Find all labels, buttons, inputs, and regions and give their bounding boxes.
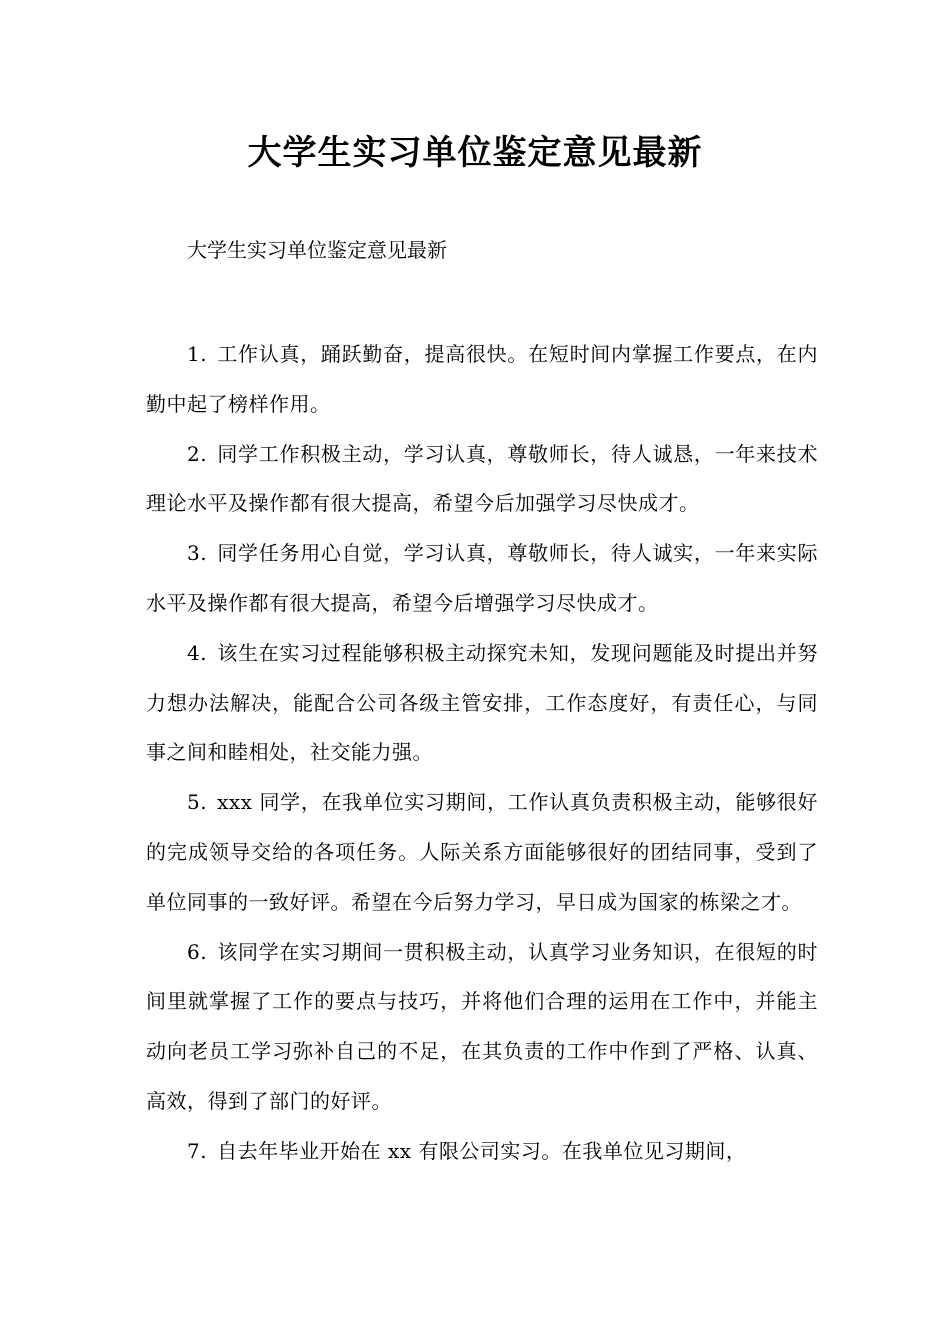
paragraph-text: 自去年毕业开始在 xx 有限公司实习。在我单位见习期间， xyxy=(217,1138,747,1163)
document-subtitle: 大学生实习单位鉴定意见最新 xyxy=(187,238,447,262)
paragraph-4 xyxy=(146,629,818,778)
paragraph-7 xyxy=(146,1127,818,1177)
paragraph-text: 该同学在实习期间一贯积极主动，认真学习业务知识，在很短的时间里就掌握了工作的要点与技巧，并将他们合理的运用在工作中，并能主动向老员工学习弥补自己的不足，在其负责的工作中作到了严格、认真、高效，得到了部门的好评。 xyxy=(146,939,818,1113)
paragraph-text: xxx 同学，在我单位实习期间，工作认真负责积极主动，能够很好的完成领导交给的各项任务。人际关系方面能够很好的团结同事，受到了单位同事的一致好评。希望在今后努力学习，早日成为国家的栋梁之才。 xyxy=(146,790,818,914)
paragraph-number: 5. xyxy=(187,790,208,815)
paragraph-number: 6. xyxy=(187,939,208,964)
paragraph-1 xyxy=(146,330,818,430)
document-body xyxy=(146,330,818,1177)
paragraph-number: 7. xyxy=(187,1138,208,1163)
paragraph-text: 同学任务用心自觉，学习认真，尊敬师长，待人诚实，一年来实际水平及操作都有很大提高，希望今后增强学习尽快成才。 xyxy=(146,541,818,615)
paragraph-number: 3. xyxy=(187,541,208,566)
paragraph-text: 工作认真，踊跃勤奋，提高很快。在短时间内掌握工作要点，在内勤中起了榜样作用。 xyxy=(146,342,818,416)
document-title: 大学生实习单位鉴定意见最新 xyxy=(247,133,703,173)
paragraph-3 xyxy=(146,529,818,629)
paragraph-text: 同学工作积极主动，学习认真，尊敬师长，待人诚恳，一年来技术理论水平及操作都有很大提高，希望今后加强学习尽快成才。 xyxy=(146,441,818,516)
paragraph-5 xyxy=(146,778,818,927)
paragraph-number: 2. xyxy=(187,441,208,466)
paragraph-number: 1. xyxy=(187,342,208,366)
paragraph-6 xyxy=(146,928,818,1127)
paragraph-2 xyxy=(146,430,818,530)
paragraph-number: 4. xyxy=(187,640,208,665)
paragraph-text: 该生在实习过程能够积极主动探究未知，发现问题能及时提出并努力想办法解决，能配合公司各级主管安排，工作态度好，有责任心，与同事之间和睦相处，社交能力强。 xyxy=(146,640,818,765)
